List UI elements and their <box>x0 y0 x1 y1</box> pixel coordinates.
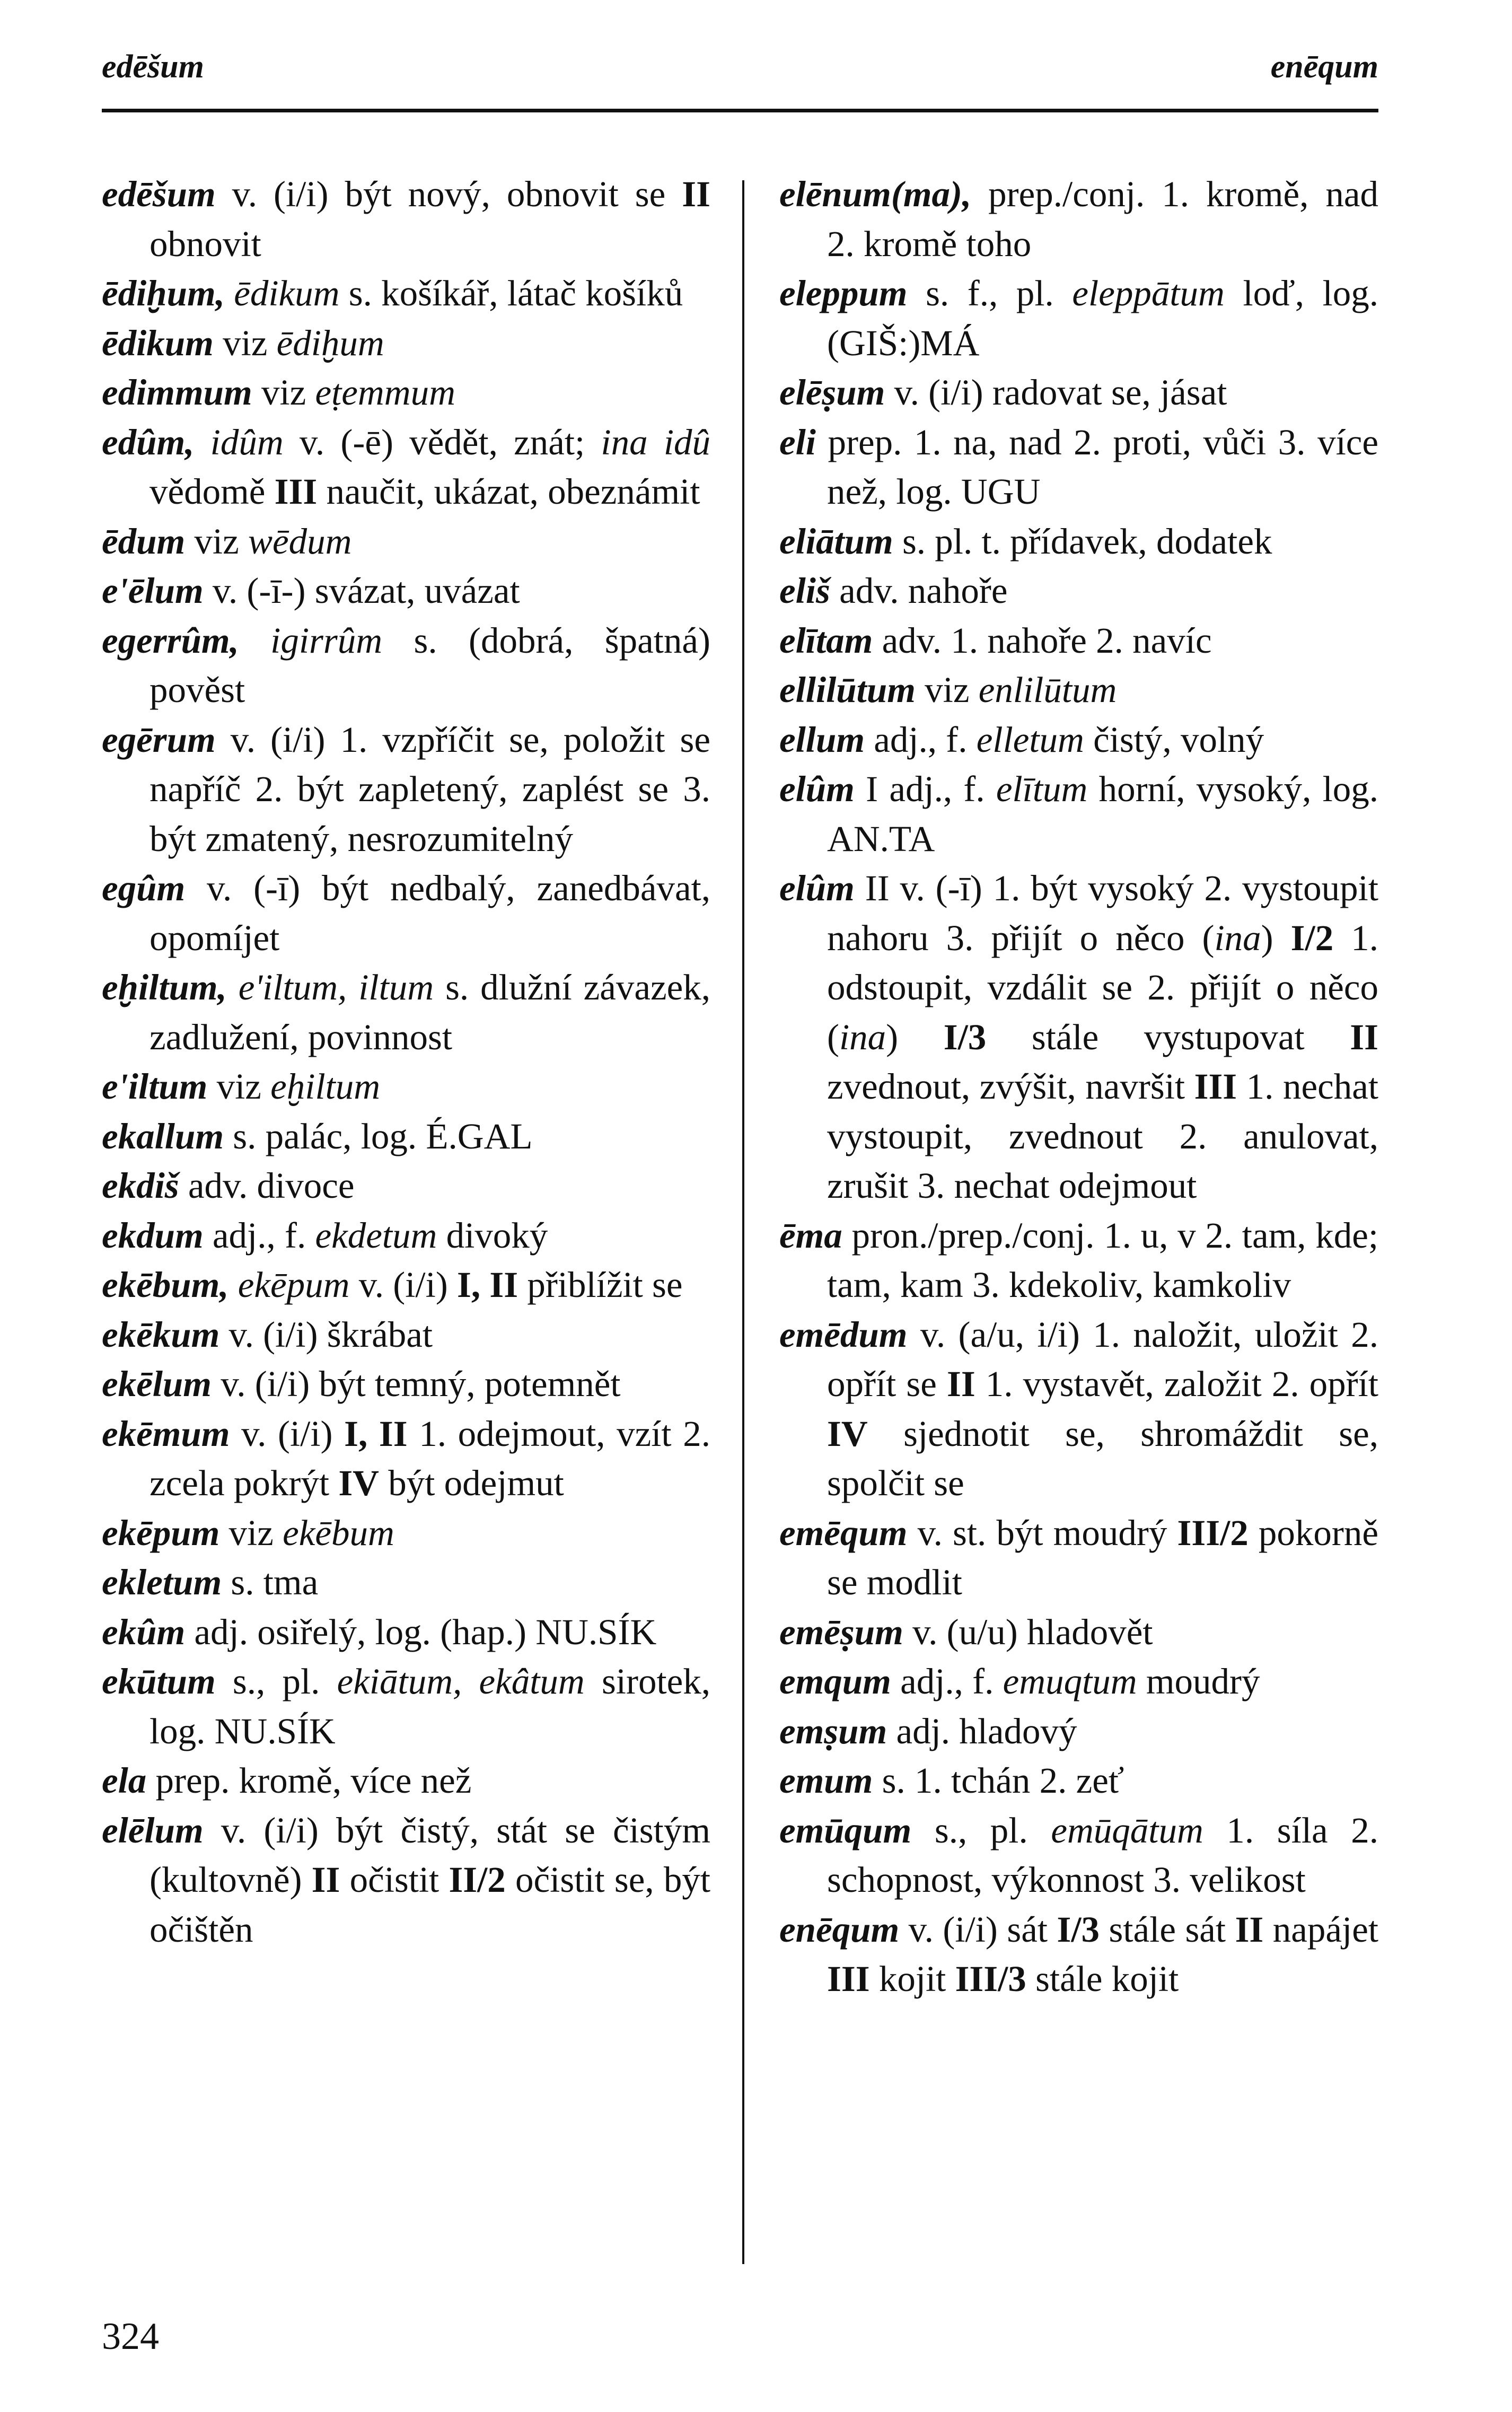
entry-text: viz <box>219 1512 283 1553</box>
dictionary-entry <box>102 269 710 319</box>
entry-text: I adj., f. <box>854 769 996 809</box>
entry-text: v. (i/i) <box>349 1265 458 1305</box>
dictionary-entry <box>779 1905 1378 2004</box>
entry-text: stále vystupovat <box>986 1016 1350 1057</box>
entry-text: napájet <box>1263 1909 1378 1950</box>
dictionary-entry <box>779 517 1378 567</box>
entry-text: obnovit <box>150 223 261 264</box>
dictionary-entry <box>102 1360 710 1409</box>
headword: edûm, <box>102 422 195 462</box>
italic-form: emūqātum <box>1051 1810 1203 1850</box>
dictionary-entry <box>779 616 1378 666</box>
dictionary-entry <box>102 1161 710 1211</box>
headword: ēdiḫum, <box>102 273 225 313</box>
entry-text: pokorně se modlit <box>827 1512 1378 1602</box>
dictionary-entry <box>102 1558 710 1608</box>
headword: ekēlum <box>102 1364 212 1404</box>
entry-text: adj., f. <box>865 719 977 760</box>
headword: eliš <box>779 571 830 611</box>
entry-text: sirotek, log. NU.SÍK <box>150 1661 710 1751</box>
headword: ekûm <box>102 1611 186 1652</box>
headword: ekēkum <box>102 1314 220 1355</box>
entry-text: prep./conj. 1. kromě, nad 2. kromě toho <box>827 174 1378 264</box>
dictionary-entry <box>102 1409 710 1508</box>
entry-text: viz <box>207 1066 271 1107</box>
stem-marker: II <box>311 1860 340 1900</box>
dictionary-entry <box>779 1608 1378 1657</box>
stem-marker: I/3 <box>943 1016 987 1057</box>
entry-text: adv. divoce <box>179 1165 355 1206</box>
dictionary-entry <box>779 368 1378 418</box>
headword: e'ēlum <box>102 571 204 611</box>
entry-text: stále kojit <box>1026 1959 1179 1999</box>
dictionary-entry <box>102 715 710 864</box>
entry-text: s. (dobrá, špatná) pověst <box>150 620 710 710</box>
entry-text: moudrý <box>1137 1661 1260 1701</box>
entry-text: kojit <box>869 1959 955 1999</box>
entry-text: viz <box>252 372 315 413</box>
entry-text <box>194 422 210 462</box>
header-rule <box>102 109 1378 112</box>
entry-text: v. (i/i) škrábat <box>219 1314 433 1355</box>
headword: egerrûm, <box>102 620 239 661</box>
headword: eli <box>779 422 816 462</box>
entry-text: 1. odejmout, vzít 2. zcela pokrýt <box>150 1413 710 1503</box>
headword: emṣum <box>779 1711 887 1751</box>
stem-marker: IV <box>338 1463 380 1503</box>
headword: eḫiltum, <box>102 967 227 1007</box>
italic-form: emuqtum <box>1003 1661 1137 1701</box>
dictionary-entry <box>779 418 1378 517</box>
dictionary-entry <box>779 1806 1378 1905</box>
dictionary-entry <box>102 1756 710 1806</box>
entry-text: stále sát <box>1100 1909 1235 1950</box>
stem-marker: II <box>682 174 710 214</box>
entry-text: 1. nechat vystoupit, zvednout 2. anulovat, zrušit 3. nechat odejmout <box>827 1066 1378 1206</box>
italic-form: idûm <box>210 422 284 462</box>
entry-text: s. dlužní závazek, zadlužení, povinnost <box>150 967 710 1057</box>
dictionary-entry <box>102 1260 710 1310</box>
headword: ellum <box>779 719 865 760</box>
stem-marker: III <box>274 471 318 512</box>
headword: ēdikum <box>102 322 214 363</box>
dictionary-entry <box>102 418 710 517</box>
italic-form: ina <box>1214 917 1261 958</box>
headword: emūqum <box>779 1810 912 1850</box>
entry-text: adj. hladový <box>887 1711 1077 1751</box>
dictionary-entry <box>779 1657 1378 1707</box>
headword: elēlum <box>102 1810 204 1850</box>
entry-text: prep. 1. na, nad 2. proti, vůči 3. více než, log. UGU <box>815 422 1378 512</box>
entry-text: vědomě <box>150 471 275 512</box>
headword: ekēmum <box>102 1413 230 1454</box>
entry-text: naučit, ukázat, obeznámit <box>317 471 700 512</box>
dictionary-entry <box>102 368 710 418</box>
stem-marker: III <box>827 1959 870 1999</box>
entry-text: v. (i/i) být čistý, stát se čistým (kultovně) <box>150 1810 710 1900</box>
entry-text: být odejmut <box>379 1463 564 1503</box>
entry-text: 1. odstoupit, vzdálit se 2. přijít o něco ( <box>827 917 1378 1057</box>
entry-text: 1. síla 2. schopnost, výkonnost 3. velikost <box>827 1810 1378 1900</box>
headword: ellilūtum <box>779 670 916 710</box>
headword: egērum <box>102 719 216 760</box>
headword: eleppum <box>779 273 908 313</box>
headword: ekēbum, <box>102 1265 229 1305</box>
italic-form: eḫiltum <box>270 1066 381 1107</box>
entry-text: horní, vysoký, log. AN.TA <box>827 769 1378 859</box>
column-divider <box>742 180 744 2264</box>
italic-form: ekiātum, ekâtum <box>337 1661 585 1701</box>
italic-form: elletum <box>976 719 1084 760</box>
headword: ekallum <box>102 1116 224 1156</box>
dictionary-entry <box>102 1608 710 1657</box>
headword: emēṣum <box>779 1611 903 1652</box>
dictionary-entry <box>779 864 1378 1211</box>
stem-marker: IV <box>827 1413 868 1454</box>
right-column <box>779 170 1378 2004</box>
dictionary-entry <box>102 1508 710 1558</box>
dictionary-entry <box>102 170 710 269</box>
stem-marker: III/2 <box>1177 1512 1249 1553</box>
dictionary-entry <box>102 1310 710 1360</box>
italic-form: wēdum <box>248 521 352 562</box>
entry-text: s. f., pl. <box>907 273 1073 313</box>
entry-text: čistý, volný <box>1084 719 1264 760</box>
dictionary-entry <box>102 864 710 963</box>
entry-text: v. (-ī-) svázat, uvázat <box>203 571 520 611</box>
dictionary-entry <box>779 269 1378 368</box>
italic-form: ekdetum <box>315 1215 437 1256</box>
entry-text: v. st. být moudrý <box>907 1512 1177 1553</box>
headword: elēnum(ma), <box>779 174 972 214</box>
dictionary-entry <box>779 170 1378 269</box>
stem-marker: II <box>1350 1016 1379 1057</box>
headword: ekdum <box>102 1215 204 1256</box>
dictionary-entry <box>779 1310 1378 1508</box>
entry-text: v. (i/i) radovat se, jásat <box>885 372 1227 413</box>
headword: edimmum <box>102 372 252 413</box>
stem-marker: I/3 <box>1057 1909 1100 1950</box>
dictionary-entry <box>102 616 710 715</box>
entry-text: pron./prep./conj. 1. u, v 2. tam, kde; tam, kam 3. kdekoliv, kamkoliv <box>827 1215 1378 1305</box>
entry-text: očistit <box>340 1860 449 1900</box>
entry-text: II v. (-ī) 1. být vysoký 2. vystoupit nahoru 3. přijít o něco ( <box>827 868 1378 958</box>
dictionary-entry <box>779 1211 1378 1310</box>
entry-text: adv. nahoře <box>830 571 1008 611</box>
dictionary-entry <box>779 1756 1378 1806</box>
dictionary-entry <box>102 1657 710 1756</box>
page-number: 324 <box>102 2315 159 2357</box>
entry-text: divoký <box>437 1215 548 1256</box>
italic-form: ēdikum <box>234 273 340 313</box>
entry-text: v. (-ī) být nedbalý, zanedbávat, opomíjet <box>150 868 710 958</box>
entry-text: v. (i/i) <box>230 1413 345 1454</box>
dictionary-entry <box>102 1112 710 1162</box>
entry-text: s. tma <box>222 1562 319 1602</box>
entry-text: loď, log. (GIŠ:)MÁ <box>827 273 1378 363</box>
entry-text: s. 1. tchán 2. zeť <box>873 1760 1124 1801</box>
headword: ēma <box>779 1215 842 1256</box>
headword: e'iltum <box>102 1066 208 1107</box>
dictionary-entry <box>779 665 1378 715</box>
dictionary-entry <box>102 1062 710 1112</box>
entry-text: adv. 1. nahoře 2. navíc <box>873 620 1212 661</box>
entry-text: viz <box>185 521 248 562</box>
stem-marker: III <box>1194 1066 1237 1107</box>
entry-text: adj. osiřelý, log. (hap.) NU.SÍK <box>185 1611 657 1652</box>
entry-text: viz <box>915 670 979 710</box>
headword: elītam <box>779 620 873 661</box>
headword: emum <box>779 1760 873 1801</box>
stem-marker: I, II <box>457 1265 518 1305</box>
italic-form: igirrûm <box>270 620 383 661</box>
running-head-left: edēšum <box>102 49 204 85</box>
entry-text: 1. vystavět, založit 2. opřít <box>975 1364 1379 1404</box>
headword: emēqum <box>779 1512 908 1553</box>
entry-text: v. (i/i) sát <box>899 1909 1057 1950</box>
dictionary-entry <box>102 963 710 1062</box>
entry-text <box>229 1265 238 1305</box>
dictionary-entry <box>779 1707 1378 1757</box>
dictionary-entry <box>779 1508 1378 1608</box>
italic-form: ēdiḫum <box>276 322 384 363</box>
entry-text: sjednotit se, shromáždit se, spolčit se <box>827 1413 1378 1503</box>
entry-text: v. (i/i) být temný, potemnět <box>211 1364 621 1404</box>
italic-form: elītum <box>996 769 1088 809</box>
headword: ekdiš <box>102 1165 179 1206</box>
italic-form: ina idû <box>601 422 710 462</box>
entry-text <box>227 967 239 1007</box>
dictionary-entry <box>102 517 710 567</box>
entry-text: adj., f. <box>891 1661 1003 1701</box>
headword: ekūtum <box>102 1661 216 1701</box>
entry-text <box>239 620 270 661</box>
stem-marker: II <box>946 1364 975 1404</box>
headword: emēdum <box>779 1314 908 1355</box>
dictionary-entry <box>779 566 1378 616</box>
running-head-right: enēqum <box>1270 49 1378 85</box>
headword: elēṣum <box>779 372 885 413</box>
headword: elûm <box>779 769 855 809</box>
dictionary-entry <box>102 319 710 369</box>
headword: enēqum <box>779 1909 900 1950</box>
stem-marker: II/2 <box>449 1860 506 1900</box>
entry-text: v. (u/u) hladovět <box>903 1611 1153 1652</box>
entry-text: s. pl. t. přídavek, dodatek <box>893 521 1272 562</box>
entry-text: viz <box>213 322 277 363</box>
headword: ekēpum <box>102 1512 220 1553</box>
headword: eliātum <box>779 521 893 562</box>
entry-text: přiblížit se <box>518 1265 683 1305</box>
entry-text: ) <box>1261 917 1291 958</box>
headword: elûm <box>779 868 855 908</box>
dictionary-entry <box>102 1806 710 1955</box>
italic-form: ekēbum <box>283 1512 394 1553</box>
entry-text: s. palác, log. É.GAL <box>224 1116 533 1156</box>
stem-marker: II <box>1235 1909 1264 1950</box>
italic-form: e'iltum, iltum <box>238 967 434 1007</box>
entry-text: v. (i/i) být nový, obnovit se <box>215 174 682 214</box>
entry-text: prep. kromě, více než <box>146 1760 472 1801</box>
entry-text: s. košíkář, látač košíků <box>339 273 683 313</box>
dictionary-entry <box>102 1211 710 1261</box>
stem-marker: III/3 <box>955 1959 1026 1999</box>
entry-text <box>225 273 234 313</box>
stem-marker: I, II <box>344 1413 408 1454</box>
headword: edēšum <box>102 174 216 214</box>
italic-form: eṭemmum <box>315 372 455 413</box>
italic-form: eleppātum <box>1072 273 1225 313</box>
entry-text: očistit se, být očištěn <box>150 1860 710 1950</box>
italic-form: ina <box>839 1016 886 1057</box>
entry-text: zvednout, zvýšit, navršit <box>827 1066 1194 1107</box>
entry-text: v. (-ē) vědět, znát; <box>283 422 601 462</box>
dictionary-entry <box>102 566 710 616</box>
headword: ēdum <box>102 521 186 562</box>
italic-form: ekēpum <box>238 1265 350 1305</box>
entry-text: s., pl. <box>215 1661 337 1701</box>
entry-text: ) <box>886 1016 944 1057</box>
dictionary-entry <box>779 715 1378 765</box>
headword: ela <box>102 1760 147 1801</box>
left-column <box>102 170 710 1954</box>
entry-text: v. (i/i) 1. vzpříčit se, položit se napříč 2. být zapletený, zaplést se 3. být zmatený, nesrozumitelný <box>150 719 710 859</box>
headword: egûm <box>102 868 186 908</box>
entry-text: adj., f. <box>203 1215 315 1256</box>
stem-marker: I/2 <box>1290 917 1334 958</box>
headword: emqum <box>779 1661 891 1701</box>
entry-text: v. (a/u, i/i) 1. naložit, uložit 2. opřít se <box>827 1314 1378 1404</box>
dictionary-entry <box>779 765 1378 864</box>
entry-text: s., pl. <box>911 1810 1051 1850</box>
headword: ekletum <box>102 1562 222 1602</box>
italic-form: enlilūtum <box>978 670 1117 710</box>
